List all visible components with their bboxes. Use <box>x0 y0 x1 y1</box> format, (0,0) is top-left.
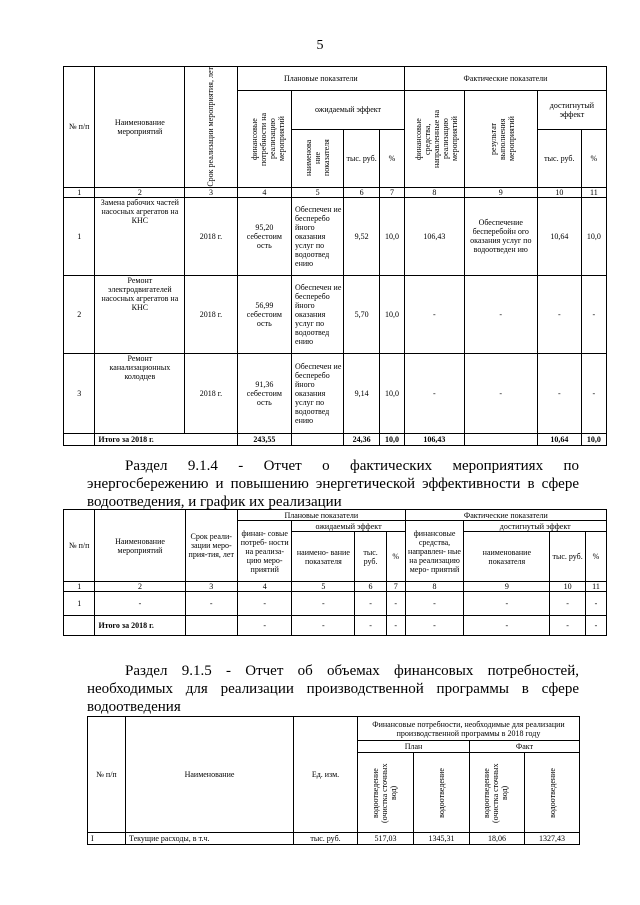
expected-effect-header: ожидаемый эффект <box>292 521 405 532</box>
col-name-header: Наименование мероприятий <box>95 510 185 582</box>
row-fact-pct: - <box>581 275 606 353</box>
row-name: Ремонт канализационных колодцев <box>95 353 185 433</box>
row-fact-trub: 10,64 <box>537 197 581 275</box>
total-empty <box>64 616 95 636</box>
total-empty <box>64 433 95 445</box>
ind-name-text: наименова ние показателя <box>303 139 331 177</box>
total-fact-ind: - <box>464 616 550 636</box>
table-energy-saving <box>63 509 607 636</box>
section-heading-9-1-5 <box>87 662 579 716</box>
heading-text: Раздел 9.1.5 - Отчет об объемах финансовых потребностей, необходимых для реализации производственной программы в сфере водоотведения <box>87 663 579 715</box>
total-empty <box>292 433 344 445</box>
total-fact-fin: - <box>405 616 464 636</box>
num-cell: 8 <box>405 187 465 197</box>
total-pct: - <box>386 616 405 636</box>
row-fin: 56,99 себестоим ость <box>237 275 291 353</box>
col-ind-name-header <box>292 129 344 187</box>
total-label: Итого за 2018 г. <box>95 433 237 445</box>
col-plan-treatment-header <box>358 753 414 833</box>
fact-header: Фактические показатели <box>405 67 607 91</box>
num-cell: 1 <box>64 187 95 197</box>
row-fact-trub: - <box>537 275 581 353</box>
col-name-header: Наименование <box>126 717 294 833</box>
total-fact-pct: 10,0 <box>581 433 606 445</box>
row-no: 3 <box>64 353 95 433</box>
row-term: 2018 г. <box>185 353 237 433</box>
heading-text: Раздел 9.1.4 - Отчет о фактических мероприятиях по энергосбережению и повышению энергетической эффективности в сфере водоотведения, и график их реализации <box>87 458 579 510</box>
row-term: 2018 г. <box>185 197 237 275</box>
total-trub: 24,36 <box>344 433 380 445</box>
row-pct: - <box>386 592 405 616</box>
plan-treatment-text: водоотведение (очистка сточных вод) <box>370 762 398 823</box>
row-name: Замена рабочих частей насосных агрегатов на КНС <box>95 197 185 275</box>
col-trub-header: тыс. руб. <box>355 532 386 582</box>
col-fact-pct-header: % <box>585 532 606 582</box>
fin-needs-header: Финансовые потребности, необходимые для реализации производственной программы в 2018 году <box>358 717 580 741</box>
num-cell: 7 <box>379 187 404 197</box>
table-row <box>64 197 607 275</box>
fact-header: Факт <box>470 741 580 753</box>
num-cell: 11 <box>581 187 606 197</box>
col-name-header: Наименование мероприятий <box>95 67 185 188</box>
col-fin-need-header: финан- совые потреб- ности на реализа- цию меро- приятий <box>237 521 292 582</box>
col-term-header <box>185 67 237 188</box>
plan-header: Плановые показатели <box>237 67 404 91</box>
row-fact-fin: 106,43 <box>405 197 465 275</box>
num-cell: 9 <box>464 582 550 592</box>
section-heading-9-1-4 <box>87 457 579 511</box>
fact-drainage-text: водоотведение <box>547 767 557 818</box>
row-unit: тыс. руб. <box>294 833 358 845</box>
fin-need-text: финансовые потребности на реализацию мероприятий <box>250 112 287 166</box>
total-fact-pct: - <box>585 616 606 636</box>
total-empty <box>464 433 537 445</box>
col-fin-means-header: финансовые средства, направлен- ные на реализацию меро- приятий <box>405 521 464 582</box>
col-no-header: № п/п <box>64 510 95 582</box>
col-fact-pct-header: % <box>581 129 606 187</box>
result-text: результат выполнения мероприятий <box>488 116 516 162</box>
num-cell: 7 <box>386 582 405 592</box>
row-fact-fin: - <box>405 592 464 616</box>
total-label: Итого за 2018 г. <box>95 616 185 636</box>
row-fact-ind: - <box>464 592 550 616</box>
col-trub-header: тыс. руб. <box>344 129 380 187</box>
row-term: - <box>185 592 237 616</box>
col-unit-header: Ед. изм. <box>294 717 358 833</box>
num-cell: 1 <box>64 582 95 592</box>
col-fact-trub-header: тыс. руб. <box>537 129 581 187</box>
plan-header: План <box>358 741 470 753</box>
row-pct: 10,0 <box>379 197 404 275</box>
column-numbers-row <box>64 187 607 197</box>
col-fact-ind-header: наименование показателя <box>464 532 550 582</box>
num-cell: 2 <box>95 582 185 592</box>
row-fact-treatment: 18,06 <box>470 833 525 845</box>
plan-header: Плановые показатели <box>237 510 405 521</box>
row-fact-pct: 10,0 <box>581 197 606 275</box>
row-plan-treatment: 517,03 <box>358 833 414 845</box>
total-fin: - <box>237 616 292 636</box>
row-ind: - <box>292 592 355 616</box>
column-numbers-row <box>64 582 607 592</box>
total-empty <box>185 616 237 636</box>
row-effect: Обеспечен ие бесперебо йного оказания услуг по водоотвед ению <box>292 197 344 275</box>
row-fact-result: - <box>464 353 537 433</box>
table-financial-needs <box>87 716 580 845</box>
col-term-header: Срок реали- зации меро- прия-тия, лет <box>185 510 237 582</box>
col-ind-name-header: наимено- вание показателя <box>292 532 355 582</box>
table-row <box>64 592 607 616</box>
row-plan-drainage: 1345,31 <box>414 833 470 845</box>
num-cell: 6 <box>355 582 386 592</box>
row-fact-trub: - <box>537 353 581 433</box>
total-row <box>64 433 607 445</box>
row-name: Ремонт электродвигателей насосных агрегатов на КНС <box>95 275 185 353</box>
total-fact-trub: 10,64 <box>537 433 581 445</box>
col-fin-need-header <box>237 91 291 188</box>
achieved-effect-header: достигнутый эффект <box>537 91 606 130</box>
num-cell: 11 <box>585 582 606 592</box>
col-plan-drainage-header <box>414 753 470 833</box>
row-no: 1 <box>64 592 95 616</box>
row-fin: 91,36 себестоим ость <box>237 353 291 433</box>
row-fact-fin: - <box>405 353 465 433</box>
row-fin: 95,20 себестоим ость <box>237 197 291 275</box>
num-cell: 3 <box>185 187 237 197</box>
num-cell: 4 <box>237 582 292 592</box>
col-result-header <box>464 91 537 188</box>
num-cell: 5 <box>292 582 355 592</box>
fact-header: Фактические показатели <box>405 510 606 521</box>
row-no: 2 <box>64 275 95 353</box>
row-effect: Обеспечен ие бесперебо йного оказания услуг по водоотвед ению <box>292 353 344 433</box>
table-row <box>64 275 607 353</box>
fin-means-text: финансовые средства, направленные на реализацию мероприятий <box>414 109 460 168</box>
row-no: I <box>88 833 126 845</box>
num-cell: 9 <box>464 187 537 197</box>
total-fact-fin: 106,43 <box>405 433 465 445</box>
row-fact-result: Обеспечение бесперебойн ого оказания услуг по водоотведен ию <box>464 197 537 275</box>
row-fin: - <box>237 592 292 616</box>
achieved-effect-header: достигнутый эффект <box>464 521 607 532</box>
row-trub: 9,52 <box>344 197 380 275</box>
col-pct-header: % <box>386 532 405 582</box>
col-fact-treatment-header <box>470 753 525 833</box>
col-no-header: № п/п <box>64 67 95 188</box>
row-fact-drainage: 1327,43 <box>525 833 580 845</box>
row-trub: 5,70 <box>344 275 380 353</box>
row-fact-pct: - <box>585 592 606 616</box>
row-trub: 9,14 <box>344 353 380 433</box>
row-pct: 10,0 <box>379 353 404 433</box>
num-cell: 10 <box>537 187 581 197</box>
num-cell: 2 <box>95 187 185 197</box>
plan-drainage-text: водоотведение <box>437 767 446 818</box>
num-cell: 6 <box>344 187 380 197</box>
total-trub: - <box>355 616 386 636</box>
col-fin-means-header <box>405 91 465 188</box>
total-row <box>64 616 607 636</box>
page-number: 5 <box>316 38 324 53</box>
table-measures-plan-fact <box>63 66 607 446</box>
row-effect: Обеспечен ие бесперебо йного оказания услуг по водоотвед ению <box>292 275 344 353</box>
num-cell: 10 <box>550 582 586 592</box>
row-pct: 10,0 <box>379 275 404 353</box>
row-term: 2018 г. <box>185 275 237 353</box>
col-fact-trub-header: тыс. руб. <box>550 532 586 582</box>
col-fact-drainage-header <box>525 753 580 833</box>
num-cell: 3 <box>185 582 237 592</box>
fact-treatment-text: водоотведение (очистка сточных вод) <box>482 762 509 823</box>
total-fin: 243,55 <box>237 433 291 445</box>
row-trub: - <box>355 592 386 616</box>
row-fact-result: - <box>464 275 537 353</box>
row-fact-trub: - <box>550 592 586 616</box>
num-cell: 8 <box>405 582 464 592</box>
table-row <box>64 353 607 433</box>
total-fact-trub: - <box>550 616 586 636</box>
col-no-header: № п/п <box>88 717 126 833</box>
total-pct: 10,0 <box>379 433 404 445</box>
row-fact-pct: - <box>581 353 606 433</box>
col-pct-header: % <box>379 129 404 187</box>
row-fact-fin: - <box>405 275 465 353</box>
term-header-text: Срок реализации мероприятия, лет <box>206 67 216 187</box>
expected-effect-header: ожидаемый эффект <box>292 91 405 130</box>
row-no: 1 <box>64 197 95 275</box>
row-name: Текущие расходы, в т.ч. <box>126 833 294 845</box>
num-cell: 5 <box>292 187 344 197</box>
total-ind: - <box>292 616 355 636</box>
num-cell: 4 <box>237 187 291 197</box>
table-row <box>88 833 580 845</box>
row-name: - <box>95 592 185 616</box>
